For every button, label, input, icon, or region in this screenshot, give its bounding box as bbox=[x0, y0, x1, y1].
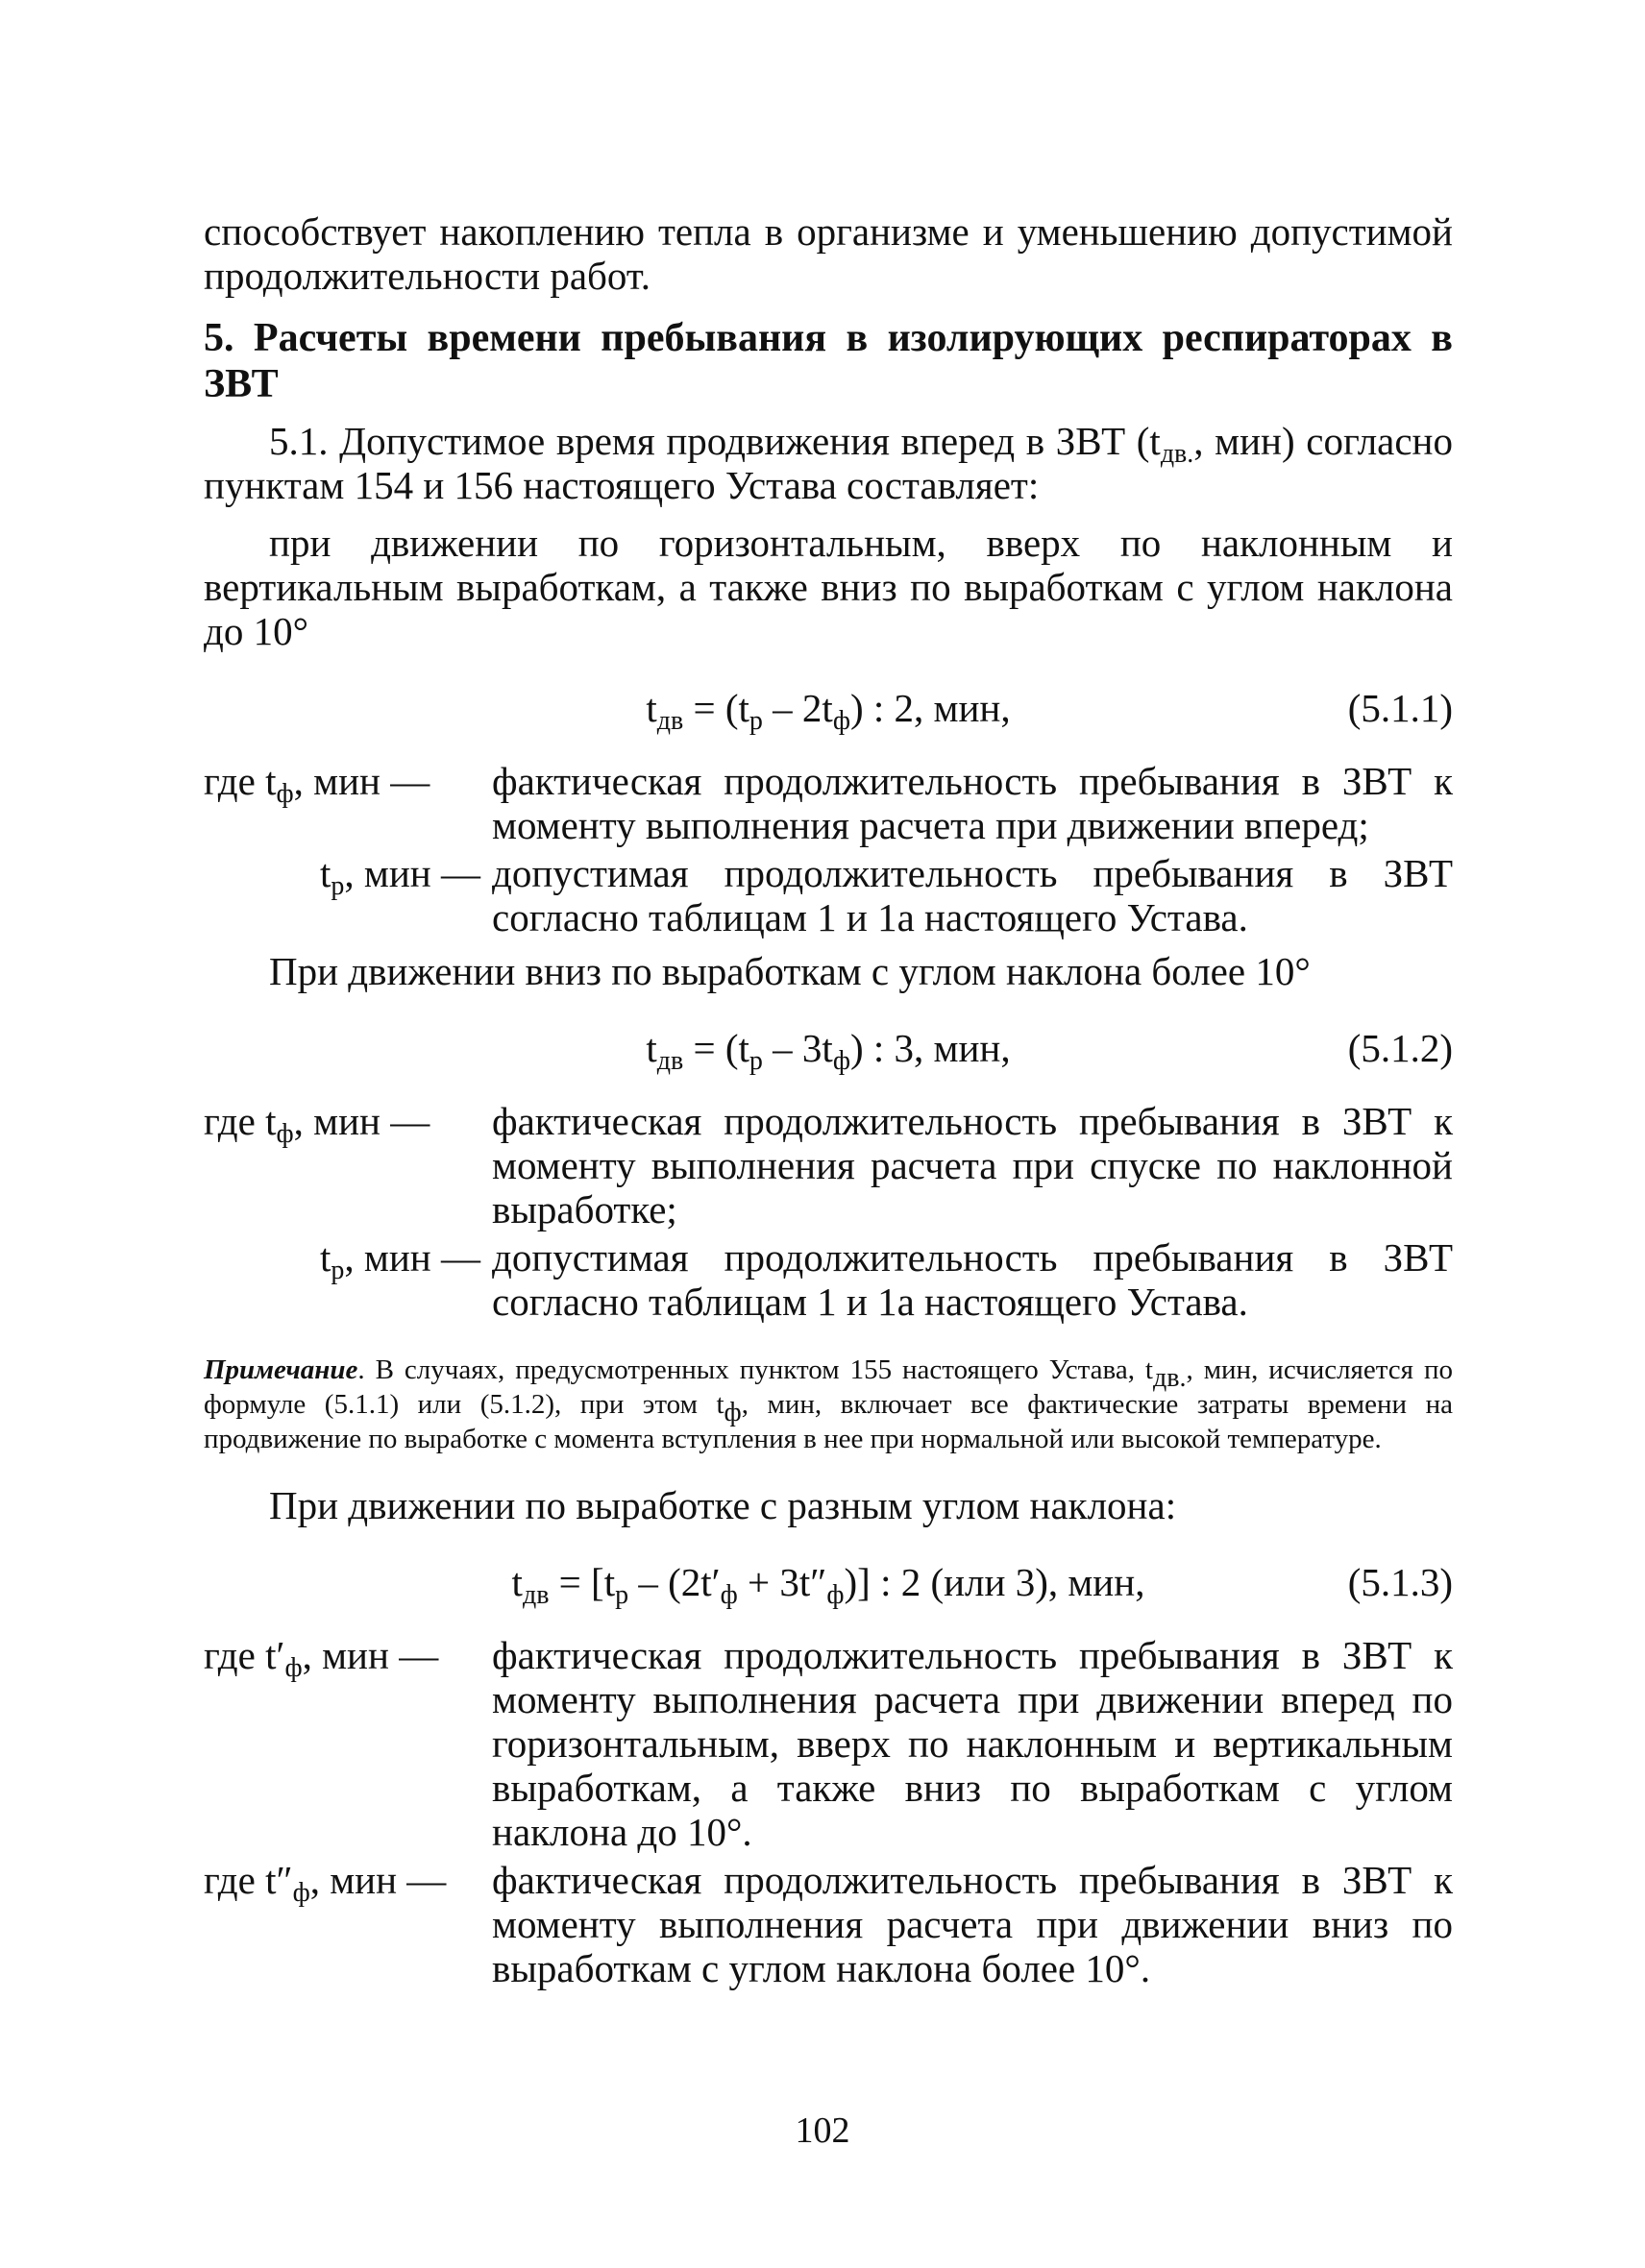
definition-text: фактическая продолжительность пребывания в ЗВТ к моменту выполнения расчета при движении вперед по горизонтальным, вверх по наклонным и вертикальным выработкам, а также вниз по выработкам с углом наклона до 10°. bbox=[492, 1633, 1453, 1854]
formula-number: (5.1.3) bbox=[1347, 1560, 1453, 1604]
formula-number: (5.1.2) bbox=[1347, 1026, 1453, 1070]
page-number: 102 bbox=[795, 2110, 850, 2151]
intro-paragraph: способствует накоплению тепла в организме и уменьшению допустимой продолжительности работ. bbox=[204, 209, 1453, 298]
formula-5-1-2 bbox=[204, 1018, 1453, 1078]
definition-item bbox=[204, 1633, 1453, 1854]
definition-item bbox=[204, 1235, 1453, 1324]
definition-term: где $t'_ф$, мин — bbox=[204, 1633, 439, 1683]
definition-item bbox=[204, 1858, 1453, 1990]
definition-item bbox=[204, 851, 1453, 939]
paragraph-down: При движении вниз по выработкам с углом наклона более 10° bbox=[269, 949, 1311, 993]
definition-text: допустимая продолжительность пребывания в ЗВТ согласно таблицам 1 и 1а настоящего Устава. bbox=[492, 1235, 1453, 1324]
definition-term: где $t_ф$, мин — bbox=[204, 1099, 430, 1149]
section-heading: 5. Расчеты времени пребывания в изолирующих респираторах в ЗВТ bbox=[204, 316, 1453, 406]
formula-expression: $t_{дв} = (t_р - 3t_ф)$ : 3, мин, bbox=[646, 1026, 1011, 1076]
definition-term: где $t''_ф$, мин — bbox=[204, 1858, 447, 1908]
definition-term: где $t_ф$, мин — bbox=[204, 759, 430, 809]
definition-item bbox=[204, 1099, 1453, 1232]
definition-text: фактическая продолжительность пребывания в ЗВТ к моменту выполнения расчета при движении вперед; bbox=[492, 759, 1453, 847]
definitions-1 bbox=[204, 759, 1453, 939]
note-label: Примечание bbox=[204, 1354, 358, 1385]
definitions-3 bbox=[204, 1633, 1453, 1990]
formula-number: (5.1.1) bbox=[1347, 686, 1453, 730]
definition-term: $t_р$, мин — bbox=[320, 851, 480, 901]
definition-text: допустимая продолжительность пребывания в ЗВТ согласно таблицам 1 и 1а настоящего Устава. bbox=[492, 851, 1453, 939]
formula-expression: $t_{дв} = (t_р - 2t_ф)$ : 2, мин, bbox=[646, 686, 1011, 736]
paragraph-varied: При движении по выработке с разным углом наклона: bbox=[269, 1483, 1177, 1527]
text-column bbox=[204, 209, 1453, 2000]
definition-item bbox=[204, 759, 1453, 847]
definition-text: фактическая продолжительность пребывания в ЗВТ к моменту выполнения расчета при движении вниз по выработкам с углом наклона более 10°. bbox=[492, 1858, 1453, 1990]
note-paragraph: Примечание. В случаях, предусмотренных пунктом 155 настоящего Устава, $t_{дв.}$, мин, исчисляется по формуле (5.1.1) или (5.1.2), при этом $t_ф$, мин, включает все фактические затраты времени на продвижение по выработке с момента вступления в нее при нормальной или высокой температуре. bbox=[204, 1354, 1454, 1454]
definition-text: фактическая продолжительность пребывания в ЗВТ к моменту выполнения расчета при спуске по наклонной выработке; bbox=[492, 1099, 1453, 1232]
definition-term: $t_р$, мин — bbox=[320, 1235, 480, 1285]
formula-expression: $t_{дв} = [t_р - (2t'_ф + 3t''_ф)]$ : 2 (или 3), мин, bbox=[511, 1560, 1145, 1610]
definitions-2 bbox=[204, 1099, 1453, 1324]
formula-5-1-3 bbox=[204, 1552, 1453, 1612]
paragraph-horizontal: при движении по горизонтальным, вверх по наклонным и вертикальным выработкам, а также вниз по выработкам с углом наклона до 10° bbox=[204, 521, 1453, 653]
formula-5-1-1 bbox=[204, 678, 1453, 738]
paragraph-5-1: 5.1. Допустимое время продвижения вперед в ЗВТ ($t_{дв.}$, мин) согласно пунктам 154 и 156 настоящего Устава составляет: bbox=[204, 419, 1453, 507]
